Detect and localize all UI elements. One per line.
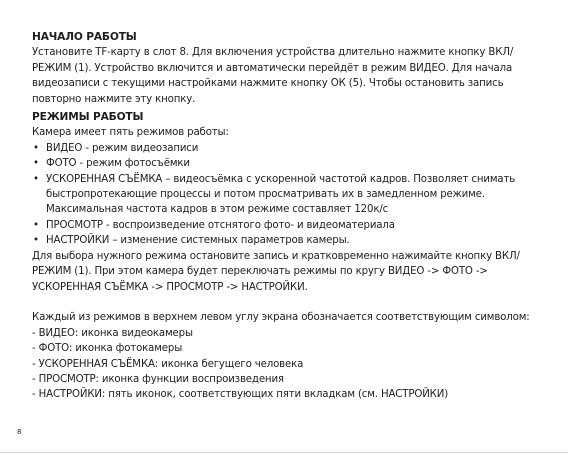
mode-bullet-fast-capture: • УСКОРЕННАЯ СЪЁМКА – видеосъёмка с ускоренной частотой кадров. Позволяет снимать быстропротекающие процессы и потом просматривать их в замедленном режиме. Максимальная частота кадров в этом режиме составляет 120к/с [32, 172, 536, 218]
getting-started-paragraph: Установите TF-карту в слот 8. Для включения устройства длительно нажмите кнопку ВКЛ/РЕЖИМ (1). Устройство включится и автоматически перейдёт в режим ВИДЕО. Для начала видеозаписи с текущими настройками нажмите кнопку ОК (5). Чтобы остановить запись повторно нажмите эту кнопку. [32, 47, 514, 105]
mode-icon-line-video: - ВИДЕО: иконка видеокамеры [32, 327, 193, 339]
bottom-divider [0, 452, 568, 453]
mode-bullet-settings: • НАСТРОЙКИ – изменение системных параметров камеры. [32, 233, 536, 248]
modes-intro: Камера имеет пять режимов работы: [32, 127, 229, 139]
mode-bullet-photo: • ФОТО - режим фотосъёмки [32, 156, 536, 171]
manual-page-content [32, 30, 536, 403]
mode-icon-line-playback: - ПРОСМОТР: иконка функции воспроизведения [32, 373, 284, 385]
mode-bullet-video: • ВИДЕО - режим видеозаписи [32, 141, 536, 156]
mode-icon-line-photo: - ФОТО: иконка фотокамеры [32, 343, 183, 355]
mode-icon-line-settings: - НАСТРОЙКИ: пять иконок, соответствующих пяти вкладкам (см. НАСТРОЙКИ) [32, 389, 449, 401]
mode-switch-paragraph: Для выбора нужного режима остановите запись и кратковременно нажимайте кнопку ВКЛ/РЕЖИМ (1). При этом камера будет переключать режимы по кругу ВИДЕО -> ФОТО -> УСКОРЕННАЯ СЪЁМКА -> ПРОСМОТР -> НАСТРОЙКИ. [32, 250, 520, 293]
modes-bullet-list [32, 141, 536, 249]
mode-icons-intro: Каждый из режимов в верхнем левом углу экрана обозначается соответствующим символом: [32, 312, 530, 324]
mode-icon-line-fast-capture: - УСКОРЕННАЯ СЪЁМКА: иконка бегущего человека [32, 358, 304, 370]
section-heading-modes: РЕЖИМЫ РАБОТЫ [32, 111, 144, 124]
paragraph-spacer [32, 295, 536, 310]
mode-bullet-playback: • ПРОСМОТР - воспроизведение отснятого фото- и видеоматериала [32, 218, 536, 233]
section-heading-getting-started: НАЧАЛО РАБОТЫ [32, 31, 137, 43]
page-number: 8 [17, 428, 22, 436]
mode-icons-list [32, 326, 536, 403]
